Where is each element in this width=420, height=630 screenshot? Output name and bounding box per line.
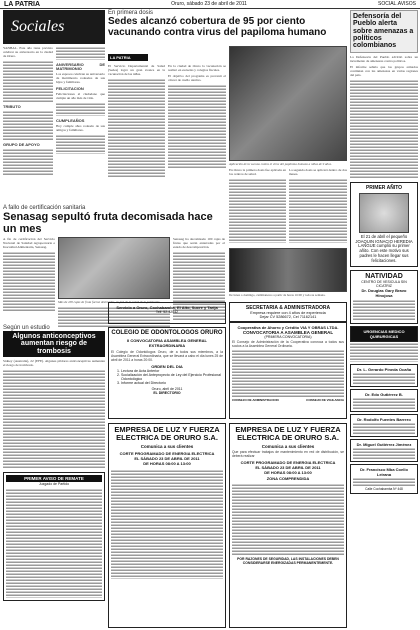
- social-item: Felicitaciones al ciudadano que cumple un año más de vida.: [56, 92, 105, 100]
- text-lines: [3, 60, 53, 102]
- trombosis-text: [3, 359, 105, 469]
- cooperativa-ad: [229, 322, 347, 419]
- text-lines: [353, 372, 415, 384]
- text-lines: [56, 102, 105, 116]
- text-lines: [289, 178, 347, 243]
- trombosis-kicker: Según un estudio: [3, 325, 50, 331]
- bus-ad-title: Servicio a Oruro, Cochabamba, El Alto, Sucre y Tarija: [116, 305, 218, 310]
- doctor-name: Dr. Rodolfo Fuentes Barrero: [357, 416, 411, 422]
- social-item: Los esposos celebran su aniversario de matrimonio rodeados de sus hijos y familiares.: [56, 72, 105, 84]
- birthday-title: PRIMER AÑITO: [365, 184, 403, 191]
- energy-zone: ZONA COMPRENDIDA: [266, 475, 310, 481]
- text-lines: [350, 342, 418, 362]
- doctor-name: Dr. Francisco Mba Coello Leirana: [360, 466, 408, 477]
- sedes-tag: LA PATRIA: [108, 54, 148, 61]
- text-lines: [232, 483, 344, 555]
- text-lines: [3, 148, 53, 176]
- sedes-article: [108, 10, 347, 38]
- coop-sign-admin: CONSEJO DE ADMINISTRACION: [232, 398, 279, 402]
- text-lines: [56, 134, 105, 154]
- bus-ad-phone: Telf. 52-42542: [155, 310, 179, 314]
- orden-del-dia: ORDEN DEL DIA: [151, 364, 183, 369]
- social-item: Hoy cumple años rodeado de sus amigos y familiares.: [56, 124, 105, 132]
- article-paragraph: La Defensoría del Pueblo advirtió sobre un incremento de amenazas contra políticos.: [350, 54, 418, 63]
- text-lines: [229, 178, 286, 243]
- coop-sub: (PRIMERA CONVOCATORIA): [264, 335, 312, 339]
- urgencias-ad: [350, 326, 418, 342]
- article-paragraph: El Servicio Departamental de Salud (Sedes) logró un gran avance en la vacunación de las niñas.: [108, 64, 165, 76]
- sociales-title: Sociales: [11, 18, 65, 35]
- text-lines: [232, 349, 344, 397]
- social-heading: TRIBUTO: [3, 104, 21, 109]
- section-name: SOCIAL.AVISOS: [378, 1, 416, 7]
- sociales-text-left: [3, 46, 53, 176]
- colegio-title: COLEGIO DE ODONTOLOGOS ORURO: [111, 330, 223, 336]
- sociales-text-right: [56, 46, 105, 176]
- article-paragraph: El objetivo del programa es prevenir el cáncer de cuello uterino.: [168, 74, 226, 82]
- energy-sub: Comunica a sus clientes: [140, 443, 194, 449]
- defensoria-headline: Defensoría del Pueblo alerta sobre amenazas a políticos colombianos: [353, 13, 414, 50]
- text-lines: [353, 422, 415, 434]
- article-paragraph: A fin de certificación del Servicio Nacional de Sanidad Agropecuaria e Inocuidad Alimentaria, Senasag.: [3, 237, 55, 250]
- sedes-headline: Sedes alcanzó cobertura de 95 por ciento vacunando contra virus del papiloma humano: [108, 16, 327, 38]
- social-item: YANBAL. Este año tiene previsto celebrar su aniversario en la ciudad de Oruro.: [3, 46, 53, 58]
- photo-caption: Aplicación de la vacuna contra el virus del papiloma humano a niñas de 9 años.: [229, 162, 332, 166]
- sedes-photo-column: [229, 46, 347, 243]
- social-heading: ANIVERSARIO DE MATRIMONIO: [56, 62, 105, 71]
- orden-item: 2. Socialización del Anteproyecto de Ley del Ejercicio Profesional Odontológico: [121, 373, 223, 381]
- energy-title: EMPRESA DE LUZ Y FUERZA ELECTRICA DE ORURO S.A.: [114, 425, 220, 442]
- colegio-sign: EL DIRECTORIO: [153, 391, 181, 395]
- sedes-text-b: [168, 64, 226, 178]
- trombosis-article: [3, 325, 105, 601]
- energy-day: EL SÁBADO 23 DE ABRIL DE 2011: [134, 455, 200, 461]
- orden-item: 3. Informe actual del Directorio: [121, 381, 223, 385]
- colegio-conv: II CONVOCATORIA ASAMBLEA GENERAL EXTRAORDINARIA: [127, 338, 207, 348]
- senasag-kicker: A fallo de certificación sanitaria: [3, 205, 86, 211]
- doctor-card: [350, 464, 418, 494]
- sedes-kicker: En primera dosis: [108, 10, 154, 16]
- text-lines: [168, 84, 226, 169]
- coop-title: CONVOCATORIA A ASAMBLEA GENERAL: [242, 330, 334, 335]
- baby-photo: [359, 193, 409, 233]
- trombosis-headline: Algunos anticonceptivos aumentan riesgo de trombosis: [3, 331, 105, 357]
- tv-ad-caption: De lunes a domingo, cumbianeros a partir de horas 16:00 y toda su semana.: [229, 293, 326, 297]
- natividad-title: NATIVIDAD: [365, 272, 403, 280]
- energy-text: Que para efectuar trabajos de mantenimiento en red de distribución, se deberá realizar: [232, 449, 344, 458]
- sedes-text-a: [108, 64, 165, 178]
- energy-hours: DE HORAS 08:00 A 13:00: [143, 460, 191, 466]
- remate-note: Juzgado de Partido: [38, 482, 70, 487]
- article-paragraph: En la ciudad de Oruro la vacunación se realizó en escuelas y colegios fiscales.: [168, 64, 226, 72]
- secretaria-phone: Dejar CV 5286672, Cel 71162141: [259, 315, 317, 319]
- doctor-name: Dr. Edo Gutiérrez B.: [365, 391, 403, 397]
- page-header: [0, 0, 420, 9]
- text-lines: [56, 46, 105, 60]
- energy-hours: DE HORAS 08:00 A 13:00: [264, 469, 312, 475]
- text-lines: [6, 488, 102, 598]
- text-lines: [353, 299, 415, 321]
- social-heading: GRUPO DE APOYO: [3, 142, 40, 147]
- text-lines: [350, 79, 418, 179]
- article-paragraph: Senasag ha decomisado 100 cajas de frutas que serán enterradas por el estado de descomposición.: [173, 237, 225, 250]
- doctor-name: Dr. L. Gerardo Pineda Ocaña: [356, 366, 412, 372]
- colegio-text: El Colegio de Odontólogos Oruro, de a todos sus miembros, a la Asamblea General Extraordinaria, que se llevará a cabo el día lunes 25 de abril de 2011 a horas 20:00.: [111, 350, 223, 362]
- article-paragraph: El informe señala que los grupos armados continúan con las amenazas en varias regiones del país.: [350, 64, 418, 77]
- natividad-sub: CENTRO DE VESICULA SIN CICATRIZ: [361, 279, 407, 288]
- page-date: Oruro, sábado 23 de abril de 2011: [171, 1, 247, 7]
- birthday-text: El 21 de abril el pequeño JOAQUIN IGNACIO HEREDIA LANGUE cumplió su primer añito. Con este motivo sus padres le hacen llegar sus felicitaciones.: [355, 233, 413, 263]
- energy-ad-right: [229, 423, 347, 628]
- column-sociales: [3, 10, 105, 176]
- sedes-text-c: [229, 168, 286, 243]
- energy-title: EMPRESA DE LUZ Y FUERZA ELECTRICA DE ORURO S.A.: [235, 425, 341, 442]
- orden-item: 1. Lectura de Acta Anterior: [121, 369, 223, 373]
- energy-note: POR RAZONES DE SEGURIDAD, LAS INSTALACIONES DEBEN CONSIDERARSE ENERGIZADAS PERMANENTEMENTE.: [237, 556, 339, 565]
- sociales-banner: [3, 10, 105, 44]
- odontologos-ad: [108, 327, 226, 419]
- text-lines: [3, 251, 55, 311]
- article-paragraph: Sidney (Australia), 22 (EFE). Algunas píldoras anticonceptivas aumentan el riesgo de trombosis.: [3, 359, 105, 368]
- secretaria-ad: [229, 302, 347, 322]
- senasag-text-left: [3, 237, 55, 328]
- vaccination-photo: [229, 46, 347, 161]
- text-lines: [3, 110, 53, 140]
- fruit-photo: [58, 237, 170, 299]
- doctor-footer: Calle Cochabamba Nº 448: [365, 486, 403, 491]
- natividad-ad: [350, 270, 418, 324]
- article-paragraph: La segunda dosis se aplicará dentro de dos meses.: [289, 168, 347, 176]
- text-lines: [353, 477, 415, 487]
- newspaper-brand: LA PATRIA: [4, 0, 41, 8]
- energy-cut: CORTE PROGRAMADO DE ENERGIA ELECTRICA: [240, 459, 336, 465]
- secretaria-line: Empresa requiere con 4 años de experiencia: [250, 311, 326, 315]
- text-lines: [353, 397, 415, 409]
- urgencias-title: URGENCIAS MEDICO QUIRURGICAS: [363, 328, 405, 339]
- energy-sub: Comunica a sus clientes: [261, 443, 315, 449]
- orden-list: [111, 369, 223, 385]
- sedes-text-d: [289, 168, 347, 243]
- energy-cut: CORTE PROGRAMADO DE ENERGIA ELECTRICA: [119, 450, 215, 456]
- tv-ad-image: [229, 248, 347, 292]
- doctor-card: [350, 364, 418, 387]
- text-lines: [111, 469, 223, 579]
- defensoria-box: [350, 10, 418, 53]
- text-lines: [353, 447, 415, 459]
- coop-org: Cooperativa de Ahorro y Crédito VIA Y OBRAS LTDA.: [237, 325, 339, 330]
- doctor-card: [350, 414, 418, 437]
- defensoria-text: [350, 55, 418, 179]
- natividad-doctor: Dr. Douglas Gary Bravo Hinojosa: [361, 287, 407, 298]
- birthday-ad: [350, 182, 418, 267]
- energy-day: EL SÁBADO 23 DE ABRIL DE 2011: [255, 464, 321, 470]
- text-lines: [3, 369, 105, 469]
- photo-caption: Más de 100 cajas de fruta fueron destruidas, en pró de la salud de la población.: [58, 300, 161, 305]
- article-paragraph: En Oruro la primera dosis fue aplicada en los centros de salud.: [229, 168, 286, 176]
- column-right: [350, 10, 418, 494]
- sedes-text-column: [108, 46, 226, 178]
- doctor-card: [350, 439, 418, 462]
- doctor-card: [350, 389, 418, 412]
- energy-ad-left: [108, 423, 226, 628]
- bus-ad: [108, 302, 226, 324]
- tv-ad: [229, 248, 347, 297]
- coop-text: El Consejo de Administración de la Cooperativa convoca a todos sus socios a la Asamblea General Ordinaria.: [232, 340, 344, 348]
- colegio-place: Oruro, abril de 2011: [151, 387, 183, 391]
- remate-ad: [3, 472, 105, 601]
- coop-sign-vig: CONSEJO DE VIGILANCIA: [306, 398, 344, 402]
- senasag-headline: Senasag sepultó fruta decomisada hace un mes: [3, 211, 213, 235]
- secretaria-title: SECRETARIA & ADMINISTRADORA: [245, 305, 331, 311]
- doctor-name: Dr. Miguel Gutiérrez Jiménez: [356, 441, 412, 447]
- social-heading: FELICITACION: [56, 86, 84, 91]
- text-lines: [108, 78, 165, 178]
- social-heading: CUMPLEAÑOS: [56, 118, 85, 123]
- remate-title: PRIMER AVISO DE REMATE: [6, 475, 102, 482]
